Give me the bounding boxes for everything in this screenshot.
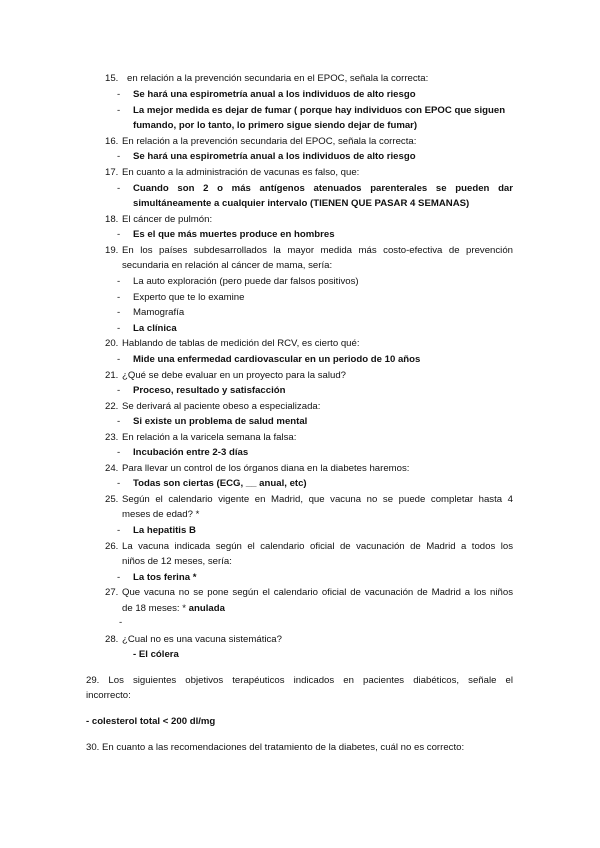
q22-number: 22. [105, 401, 119, 412]
q17-a1-text-cont: simultáneamente a cualquier intervalo (TIENEN QUE PASAR 4 SEMANAS) [133, 198, 470, 209]
q17-number: 17. [105, 167, 119, 178]
q15-question: en relación a la prevención secundaria en el EPOC, señala la correcta: [127, 73, 429, 84]
q20-question: Hablando de tablas de medición del RCV, es cierto qué: [122, 338, 360, 349]
q27-annulled-note: anulada [188, 603, 225, 614]
q22-question: Se derivará al paciente obeso a especializada: [122, 401, 321, 412]
q15-a2-text-cont: fumando, por lo tanto, lo primero sigue siendo dejar de fumar) [133, 120, 418, 131]
q25-a1-text: La hepatitis B [133, 525, 196, 536]
q24-a1-text: Todas son ciertas (ECG, __ anual, etc) [133, 478, 307, 489]
q17-question: En cuanto a la administración de vacunas es falso, que: [122, 167, 360, 178]
q18-a1-dash: - [117, 229, 121, 240]
q17-a1-text: Cuando son 2 o más antígenos atenuados parenterales se pueden dar [133, 183, 513, 194]
q19-question: En los países subdesarrollados la mayor medida más costo-efectiva de prevención [122, 245, 513, 256]
q16-number: 16. [105, 136, 119, 147]
q23-question: En relación a la varicela semana la falsa: [122, 432, 297, 443]
q26-a1-dash: - [117, 572, 121, 583]
q16-question: En relación a la prevención secundaria del EPOC, señala la correcta: [122, 136, 417, 147]
q26-question: La vacuna indicada según el calendario oficial de vacunación de Madrid a todos los [122, 541, 513, 552]
q21-a1-dash: - [117, 385, 121, 396]
q29-question: 29. Los siguientes objetivos terapéuticos indicados en pacientes diabéticos, señale el [86, 675, 513, 686]
q19-a2-text: Experto que te lo examine [133, 292, 245, 303]
q26-a1-text: La tos ferina * [133, 572, 197, 583]
q20-a1-dash: - [117, 354, 121, 365]
q23-number: 23. [105, 432, 119, 443]
q26-number: 26. [105, 541, 119, 552]
q24-a1-dash: - [117, 478, 121, 489]
q27-a1-dash: - [119, 617, 123, 628]
q28-question: ¿Cual no es una vacuna sistemática? [122, 634, 282, 645]
q29-answer: - colesterol total < 200 dl/mg [86, 716, 216, 727]
q15-number: 15. [105, 73, 119, 84]
q27-question-cont [122, 603, 225, 615]
q27-question-cont-text: de 18 meses: * [122, 603, 186, 614]
q21-number: 21. [105, 370, 119, 381]
q20-a1-text: Mide una enfermedad cardiovascular en un periodo de 10 años [133, 354, 421, 365]
q19-a4-dash: - [117, 323, 121, 334]
q28-number: 28. [105, 634, 119, 645]
q25-number: 25. [105, 494, 119, 505]
q27-question: Que vacuna no se pone según el calendario oficial de vacunación de Madrid a los niños [122, 587, 513, 598]
q25-a1-dash: - [117, 525, 121, 536]
q19-a1-dash: - [117, 276, 121, 287]
q22-a1-dash: - [117, 416, 121, 427]
q16-a1-dash: - [117, 151, 121, 162]
q15-a1-text: Se hará una espirometría anual a los individuos de alto riesgo [133, 89, 416, 100]
q21-a1-text: Proceso, resultado y satisfacción [133, 385, 286, 396]
q15-a1-dash: - [117, 89, 121, 100]
q23-a1-text: Incubación entre 2-3 días [133, 447, 249, 458]
q18-number: 18. [105, 214, 119, 225]
q17-a1-dash: - [117, 183, 121, 194]
q19-a1-text: La auto exploración (pero puede dar falsos positivos) [133, 276, 359, 287]
q25-question: Según el calendario vigente en Madrid, que vacuna no se puede completar hasta 4 [122, 494, 513, 505]
q23-a1-dash: - [117, 447, 121, 458]
q19-number: 19. [105, 245, 119, 256]
q15-a2-dash: - [117, 105, 121, 116]
q22-a1-text: Si existe un problema de salud mental [133, 416, 308, 427]
q24-question: Para llevar un control de los órganos diana en la diabetes haremos: [122, 463, 410, 474]
q21-question: ¿Qué se debe evaluar en un proyecto para la salud? [122, 370, 347, 381]
q19-a3-dash: - [117, 307, 121, 318]
q15-a2-text: La mejor medida es dejar de fumar ( porque hay individuos con EPOC que siguen [133, 105, 506, 116]
q19-a2-dash: - [117, 292, 121, 303]
q19-a4-text: La clínica [133, 323, 177, 334]
q20-number: 20. [105, 338, 119, 349]
q27-number: 27. [105, 587, 119, 598]
q30-question: 30. En cuanto a las recomendaciones del tratamiento de la diabetes, cuál no es correcto: [86, 742, 465, 753]
q26-question-cont: niños de 12 meses, sería: [122, 556, 232, 567]
q18-a1-text: Es el que más muertes produce en hombres [133, 229, 335, 240]
q25-question-cont: meses de edad? * [122, 509, 200, 520]
q18-question: El cáncer de pulmón: [122, 214, 213, 225]
q24-number: 24. [105, 463, 119, 474]
q19-a3-text: Mamografía [133, 307, 185, 318]
q28-a1-text: - El cólera [133, 649, 179, 660]
q16-a1-text: Se hará una espirometría anual a los individuos de alto riesgo [133, 151, 416, 162]
q29-question-cont: incorrecto: [86, 690, 131, 701]
q19-question-cont: secundaria en relación al cáncer de mama, sería: [122, 260, 333, 271]
